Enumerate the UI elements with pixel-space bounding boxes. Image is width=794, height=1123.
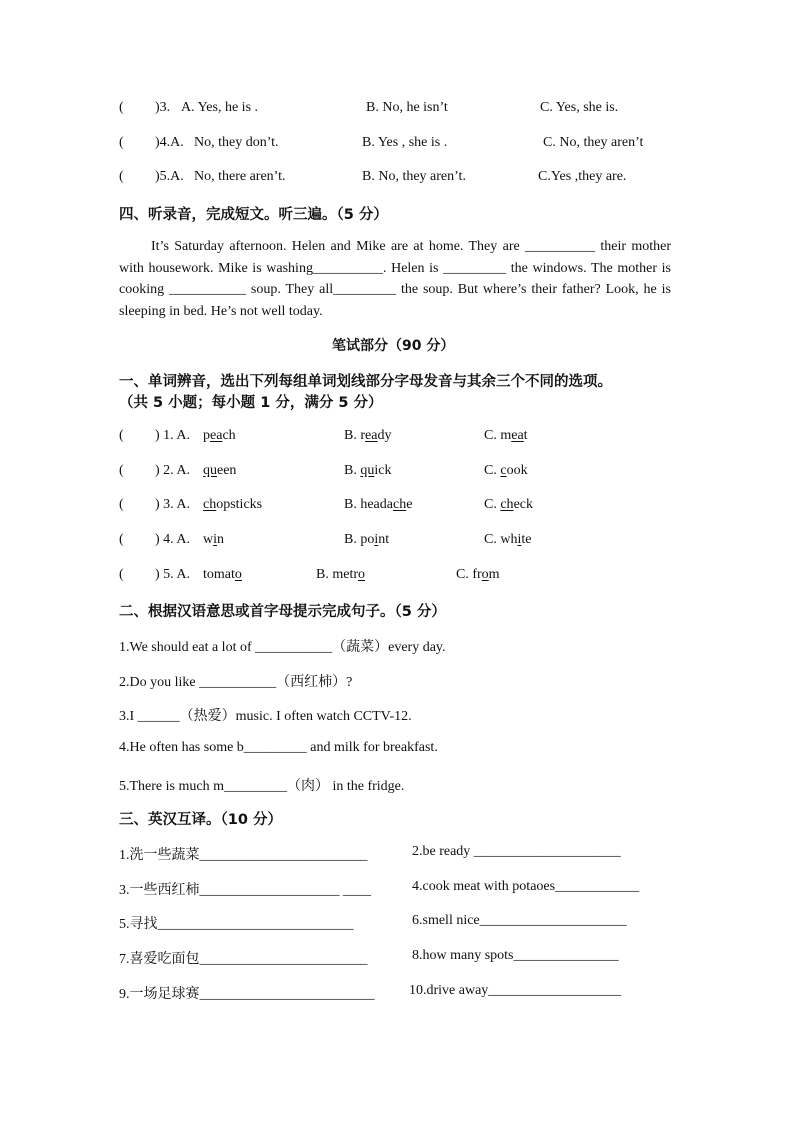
sentence-item: 5.There is much m_________（肉） in the fridge. [119,779,405,794]
option-c: C. check [484,497,533,512]
question-number: )4.A. [155,135,184,150]
question-number: ) 4. A. [155,532,190,547]
option-c: C. cook [484,463,528,478]
answer-paren: ( [119,100,124,115]
translation-item: 3.一些西红柿____________________ ____ [119,883,371,898]
option-a: queen [203,463,237,478]
option-a: No, they don’t. [194,135,279,150]
option-b: B. Yes , she is . [362,135,448,150]
option-b: B. quick [344,463,392,478]
option-b: B. ready [344,428,392,443]
option-c: C.Yes ,they are. [538,169,627,184]
question-number: ) 5. A. [155,567,190,582]
answer-paren: ( [119,135,124,150]
section-heading: 三、英汉互译。（10 分） [119,812,282,828]
sentence-item: 3.I ______（热爱）music. I often watch CCTV-12. [119,709,412,724]
translation-item: 9.一场足球赛_________________________ [119,987,375,1002]
option-c: C. meat [484,428,528,443]
option-a: tomato [203,567,242,582]
question-number: ) 2. A. [155,463,190,478]
translation-item: 1.洗一些蔬菜________________________ [119,848,368,863]
section-heading: 四、听录音，完成短文。听三遍。（5 分） [119,207,388,223]
option-c: C. Yes, she is. [540,100,619,115]
translation-item: 6.smell nice_____________________ [412,913,627,928]
sentence-item: 1.We should eat a lot of ___________（蔬菜）every day. [119,640,446,655]
section-heading: 二、根据汉语意思或首字母提示完成句子。（5 分） [119,604,446,620]
answer-paren: ( [119,497,124,512]
translation-item: 10.drive away___________________ [409,983,622,998]
option-c: C. white [484,532,532,547]
option-a: chopsticks [203,497,263,512]
option-b: B. metro [316,567,365,582]
option-b: B. headache [344,497,413,512]
option-a: peach [203,428,236,443]
passage-text: It’s Saturday afternoon. Helen and Mike are at home. They are __________ their mother with housework. Mike is washing__________. Helen is _________ the windows. The mother is cooking ___________ soup. They all_________ the soup. But where’s their father? Look, he is sleeping in bed. He’s not well today. [119,239,671,319]
question-number: )5.A. [155,169,184,184]
part-title: 笔试部分（90 分） [332,338,455,354]
answer-paren: ( [119,567,124,582]
translation-item: 5.寻找____________________________ [119,917,354,932]
translation-item: 4.cook meat with potaoes____________ [412,879,640,894]
sentence-item: 2.Do you like ___________（西红柿）? [119,675,353,690]
answer-paren: ( [119,428,124,443]
option-c: C. No, they aren’t [543,135,644,150]
cloze-passage [119,236,671,322]
translation-item: 2.be ready _____________________ [412,844,621,859]
option-a: A. Yes, he is . [181,100,259,115]
answer-paren: ( [119,463,124,478]
option-a: No, there aren’t. [194,169,286,184]
option-c: C. from [456,567,500,582]
option-a: win [203,532,225,547]
answer-paren: ( [119,169,124,184]
answer-paren: ( [119,532,124,547]
question-number: ) 3. A. [155,497,190,512]
section-heading: 一、单词辨音，选出下列每组单词划线部分字母发音与其余三个不同的选项。 [119,374,612,390]
question-number: )3. [155,100,171,115]
option-b: B. point [344,532,390,547]
section-subheading: （共 5 小题；每小题 1 分，满分 5 分） [119,395,383,411]
translation-item: 8.how many spots_______________ [412,948,619,963]
option-b: B. No, he isn’t [366,100,448,115]
option-b: B. No, they aren’t. [362,169,466,184]
sentence-item: 4.He often has some b_________ and milk for breakfast. [119,740,438,755]
question-number: ) 1. A. [155,428,190,443]
translation-item: 7.喜爱吃面包________________________ [119,952,368,967]
